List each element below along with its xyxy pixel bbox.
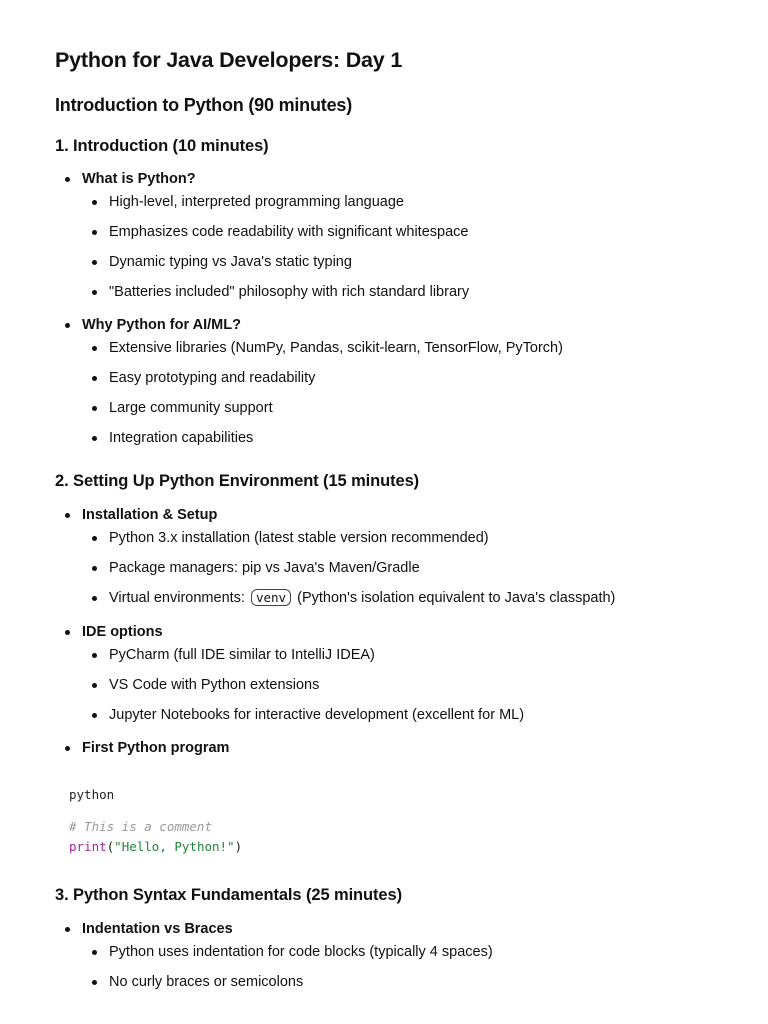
list-item: No curly braces or semicolons — [82, 973, 748, 991]
code-block — [69, 785, 242, 857]
section-ide-list — [55, 623, 748, 724]
code-function: print — [69, 839, 107, 854]
list-item: Python uses indentation for code blocks (typically 4 spaces) — [82, 943, 748, 961]
group-title: Indentation vs Braces — [82, 921, 233, 937]
code-comment: # This is a comment — [69, 819, 212, 834]
group-title: IDE options — [82, 624, 163, 640]
list-item: Dynamic typing vs Java's static typing — [82, 253, 748, 271]
group-title: Installation & Setup — [82, 507, 218, 523]
list-item-indentation — [55, 920, 748, 991]
list-item: VS Code with Python extensions — [82, 676, 748, 694]
section-first-program-list — [55, 739, 748, 757]
list-item-first-program — [55, 739, 748, 757]
page-title: Python for Java Developers: Day 1 — [55, 48, 403, 72]
page-subtitle: Introduction to Python (90 minutes) — [55, 95, 352, 115]
list-item: Integration capabilities — [82, 429, 748, 447]
list-item-what-is-python — [55, 170, 748, 301]
code-string: "Hello, Python!" — [114, 839, 235, 854]
code-language-label: python — [69, 787, 115, 802]
group-title: What is Python? — [82, 171, 196, 187]
section-introduction-list — [55, 170, 748, 301]
inline-code-venv: venv — [251, 589, 291, 606]
list-item: Extensive libraries (NumPy, Pandas, scikit-learn, TensorFlow, PyTorch) — [82, 339, 748, 357]
list-item: Emphasizes code readability with significant whitespace — [82, 223, 748, 241]
venv-description: (Python's isolation equivalent to Java's classpath) — [297, 590, 616, 606]
section-heading-syntax: 3. Python Syntax Fundamentals (25 minutes) — [55, 886, 402, 904]
code-paren-open: ( — [106, 839, 115, 854]
list-item: Package managers: pip vs Java's Maven/Gradle — [82, 559, 748, 577]
list-item: Easy prototyping and readability — [82, 369, 748, 387]
section-syntax-list — [55, 920, 748, 991]
group-title: Why Python for AI/ML? — [82, 317, 241, 333]
list-item: Jupyter Notebooks for interactive development (excellent for ML) — [82, 706, 748, 724]
list-item: PyCharm (full IDE similar to IntelliJ IDEA) — [82, 646, 748, 664]
section-heading-setup: 2. Setting Up Python Environment (15 minutes) — [55, 472, 420, 490]
list-item-venv — [82, 589, 748, 607]
list-item: Python 3.x installation (latest stable version recommended) — [82, 529, 748, 547]
list-item: "Batteries included" philosophy with rich standard library — [82, 283, 748, 301]
list-item-installation — [55, 506, 748, 607]
section-setup-list — [55, 506, 748, 607]
section-heading-introduction: 1. Introduction (10 minutes) — [55, 137, 269, 155]
section-why-python-list — [55, 316, 748, 447]
list-item: Large community support — [82, 399, 748, 417]
venv-label: Virtual environments: — [109, 590, 245, 606]
group-title: First Python program — [82, 740, 230, 756]
code-line — [69, 837, 242, 857]
code-paren-close: ) — [234, 839, 243, 854]
list-item-ide-options — [55, 623, 748, 724]
list-item: High-level, interpreted programming language — [82, 193, 748, 211]
list-item-why-python — [55, 316, 748, 447]
